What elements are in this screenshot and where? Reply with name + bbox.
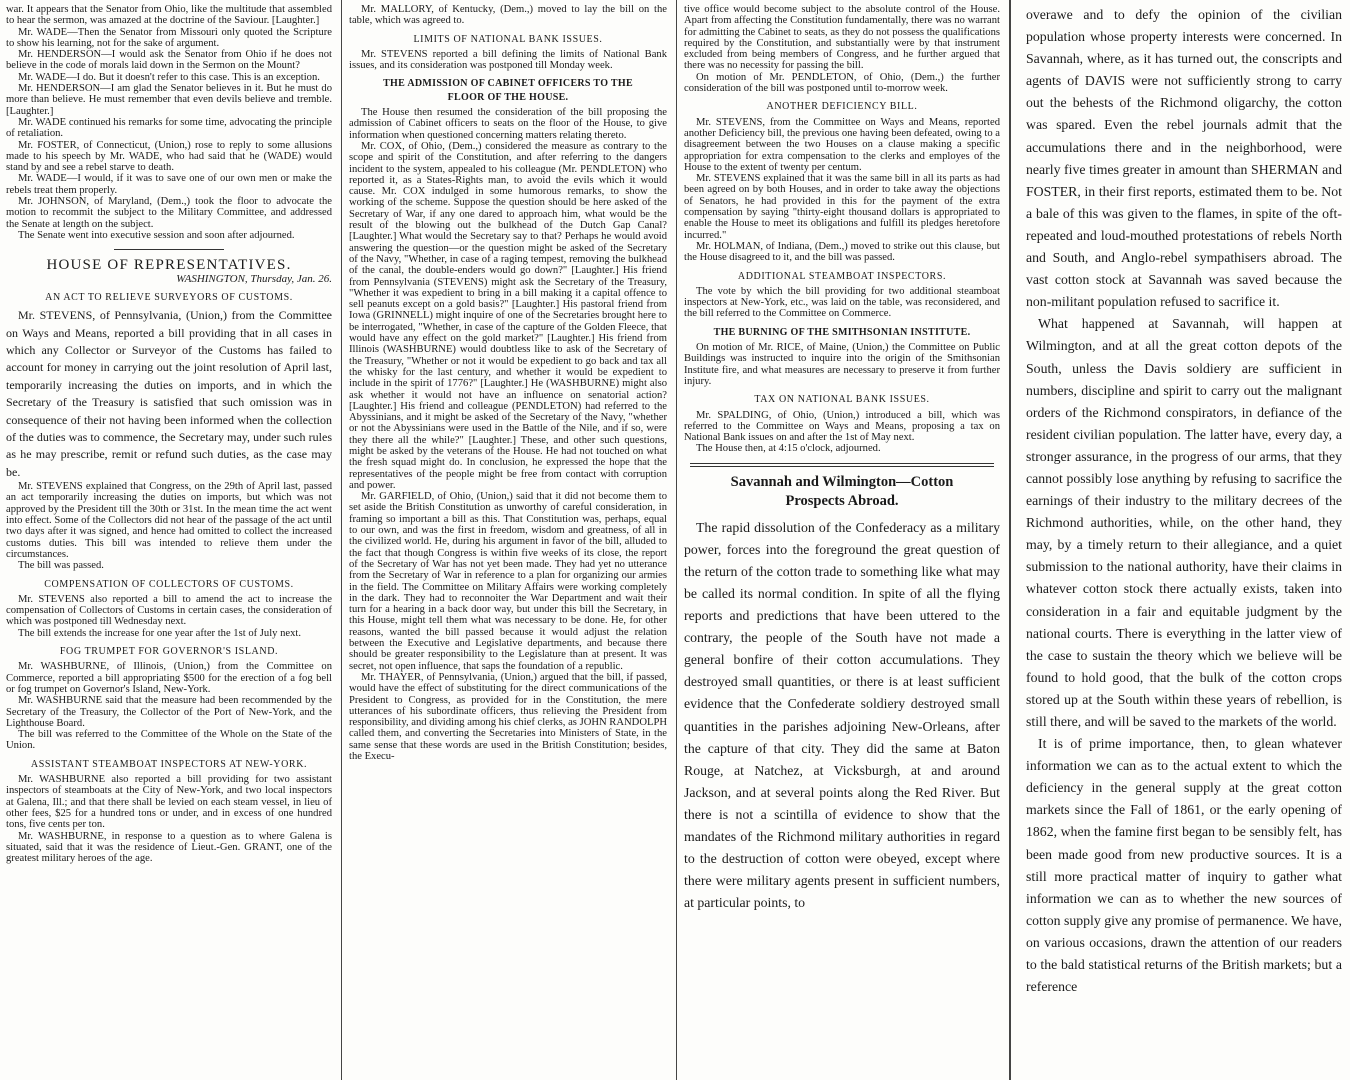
double-rule bbox=[690, 463, 993, 467]
paragraph: Mr. STEVENS also reported a bill to amend the act to increase the compensation of Collectors of Customs in certain cases, the consideration of which was postponed till Wednesday next. bbox=[6, 593, 332, 628]
headline-line-1: Savannah and Wilmington—Cotton bbox=[730, 473, 954, 490]
paragraph: tive office would become subject to the absolute control of the House. Apart from affecting the Constitution fundamentally, there was no warrant for admitting the Cabinet to seats, as they do not possess the qualifications required by the Constitution, and substantially were by that instrument excluded from being members of Congress, and he further argued that there was no necessity for passing the bill. bbox=[684, 4, 1000, 72]
paragraph: Mr. HOLMAN, of Indiana, (Dem.,) moved to strike out this clause, but the House disagreed to it, and the bill was passed. bbox=[684, 240, 1000, 264]
subheading-cabinet: THE ADMISSION OF CABINET OFFICERS TO THE bbox=[383, 78, 633, 90]
paragraph: Mr. WADE—I would, if it was to save one of our own men or make the rebels treat them properly. bbox=[6, 173, 332, 196]
paragraph: On motion of Mr. RICE, of Maine, (Union,) the Committee on Public Buildings was instructed to inquire into the origin of the Smithsonian Institute fire, and what measures are necessary to preserve it from further injury. bbox=[684, 342, 1000, 387]
subheading-smithsonian: THE BURNING OF THE SMITHSONIAN INSTITUTE. bbox=[713, 326, 971, 338]
paragraph: Mr. WASHBURNE, in response to a question as to where Galena is situated, said that it was the residence of Lieut.-Gen. GRANT, one of the greatest military heroes of the age. bbox=[6, 830, 332, 865]
column-2 bbox=[343, 0, 675, 1080]
subheading-cabinet-2: FLOOR OF THE HOUSE. bbox=[447, 91, 569, 103]
subheading-bank-limits: LIMITS OF NATIONAL BANK ISSUES. bbox=[413, 33, 603, 45]
paragraph: The bill was passed. bbox=[18, 560, 104, 572]
subheading-tax: TAX ON NATIONAL BANK ISSUES. bbox=[754, 394, 930, 406]
paragraph: Mr. THAYER, of Pennsylvania, (Union,) argued that the bill, if passed, would have the effect of substituting for the direct communications of the President to Congress, as provided for in the Constitution, the mere utterances of his subordinate officers, thus relieving the President from responsibility, and dividing among his chief clerks, as JOHN RANDOLPH called them, and converting the Secretaries into Ministers of State, in the same sense that these words are used in the British Constitution; besides, the Execu- bbox=[349, 671, 667, 762]
article-paragraph: It is of prime importance, then, to glean whatever information we can as to the actual extent to which the deficiency in the general supply at the great cotton markets since the Fall of 1861, or the early opening of 1862, when the famine first began to be sensibly felt, has been made good from new productive sources. It is a still more practical matter of inquiry to gather what information we can as to whether the new sources of cotton supply give any promise of permanence. We have, on various occasions, drawn the attention of our readers to the bald statistical returns of the British markets; but a reference bbox=[1026, 736, 1342, 995]
paragraph: Mr. SPALDING, of Ohio, (Union,) introduced a bill, which was referred to the Committee on Ways and Means, proposing a tax on National Bank issues on and after the 1st of May next. bbox=[684, 409, 1000, 444]
section-heading-house: HOUSE OF REPRESENTATIVES. bbox=[46, 257, 292, 274]
article-paragraph: The rapid dissolution of the Confederacy as a military power, forces into the foreground the great question of the return of the cotton trade to something like what may be called its normal condition. In spite of all the flying reports and predictions that have been uttered to the contrary, the people of the South have not made a general bonfire of their cotton accumulations. They destroyed small quantities, or there is at least sufficient evidence that the Confederate soldiery destroyed small quantities in the parishes adjoining New-Orleans, after the capture of that city. They did the same at Baton Rouge, at Natchez, at Vicksburgh, at and around Jackson, and at several points along the Red River. But there is not a scintilla of evidence to show that the mandates of the Richmond military authorities in regard to the destruction of cotton were obeyed, except where there were military agents present in sufficient numbers, at particular points, to bbox=[684, 519, 1000, 911]
paragraph: The House then resumed the consideration of the bill proposing the admission of Cabinet officers to seats on the floor of the House, to give information when questioned concerning matters relating thereto. bbox=[349, 107, 667, 141]
subheading-assistant-inspectors: ASSISTANT STEAMBOAT INSPECTORS AT NEW-YORK. bbox=[30, 758, 308, 770]
paragraph: Mr. WASHBURNE said that the measure had been recommended by the Secretary of the Treasury, the Collector of the Port of New-York, and the Lighthouse Board. bbox=[6, 695, 332, 729]
article-headline bbox=[684, 473, 1000, 511]
paragraph: Mr. GARFIELD, of Ohio, (Union,) said that it did not become them to set aside the British Constitution as unworthy of careful consideration, in framing so important a bill as this. That Constitution was, perhaps, equal to our own, and was the first in freedom, wisdom and greatness, of all in the civilized world. He, during his argument in favor of the bill, alluded to the fact that though Congress is within five weeks of its close, the report of the Secretary of War has not yet been made. They had yet no utterance from the Secretary of War in reference to a plan for organizing our armies in the field. The Committee on Military Affairs were working completely in the dark. They had to reconnoiter the War Department and wait their turn for a hearing in a back door way, but under this bill the Secretary, in this House, might tell them what was necessary to be done. He, for other reasons, wanted the bill passed because it would adjust the relation between the Executive and Legislative departments, and because there should be greater responsibility to the Legislature than at present. It was secret, not open influence, that saps the foundation of a republic. bbox=[349, 491, 667, 672]
paragraph: Mr. WADE continued his remarks for some time, advocating the principle of retaliation. bbox=[6, 116, 332, 140]
paragraph: Mr. JOHNSON, of Maryland, (Dem.,) took the floor to advocate the motion to recommit the subject to the Military Committee, and addressed the Senate at length on the subject. bbox=[6, 196, 332, 230]
headline-line-2: Prospects Abroad. bbox=[785, 492, 899, 509]
paragraph: Mr. STEVENS explained that it was the same bill in all its parts as had been agreed on by both Houses, and in order to take away the objections of Senators, he had provided in this for the payment of the extra compensation by saying "thirty-eight thousand dollars is appropriated to enable the House to meet its obligations and fulfill its pledges heretofore incurred." bbox=[684, 173, 1000, 241]
paragraph: Mr. STEVENS reported a bill defining the limits of National Bank issues, and its consideration was postponed till Monday week. bbox=[349, 48, 667, 72]
paragraph: Mr. COX, of Ohio, (Dem.,) considered the measure as contrary to the scope and spirit of the Constitution, and after referring to the dangers incident to the system, appealed to his colleague (Mr. PENDLETON) who reported it, as a States-Rights man, to avoid the evils which it would cause. Mr. COX indulged in some humorous remarks, to show the working of the scheme. Suppose the question should be here asked of the Secretary of War, if any one dared to approach him, what would be the result of the blowing out the bulkhead of the Dutch Gap Canal? [Laughter.] What would the Secretary say to that? Perhaps he would avoid answering the question—or the question might be asked of the Secretary of the Navy, "Whether, in case of a raging tempest, removing the bulkhead of the canal, the double-enders would go down?" [Laughter.] His friend from Pennsylvania (STEVENS) might ask the Secretary of the Treasury, "Whether it was expedient to bring in a bill making it a capital offence to sell peanuts except on a gold basis?" [Laughter.] His pastoral friend from Iowa (GRINNELL) might inquire of one of the Secretaries brought here to be interrogated, "Whether, in case of the capture of the Golden Fleece, that would have any effect on the gold market?" [Laughter.] His friend from Illinois (WASHBURNE) would doubtless like to ask of the Secretary of the Treasury, "Whether or not it would be expedient to go back and tax all the whisky for the last century, and whether it would be expedient to include in the spirit of 1776?" [Laughter.] He (WASHBURNE) might also ask whether it would not have an influence on senatorial action? [Laughter.] His friend and colleague (PENDLETON) had referred to the Abyssinians, and it might be asked of the Secretary of the Navy, "whether or not the Abyssinians were used in the Battle of the Nile, and if so, were they there all the while?" [Laughter.] These, and other such questions, might be asked by the veterans of the House. He had not touched on what the fresh squad might do. In conclusion, he expressed the hope that the representatives of the people might be free from contact with corruption and power. bbox=[349, 140, 667, 491]
paragraph: The vote by which the bill providing for two additional steamboat inspectors at New-York, etc., was laid on the table, was reconsidered, and the bill referred to the Committee on Commerce. bbox=[684, 285, 1000, 320]
subheading-surveyors: AN ACT TO RELIEVE SURVEYORS OF CUSTOMS. bbox=[45, 291, 293, 303]
subheading-steamboat: ADDITIONAL STEAMBOAT INSPECTORS. bbox=[737, 270, 947, 282]
paragraph: On motion of Mr. PENDLETON, of Ohio, (Dem.,) the further consideration of the bill was postponed until to-morrow week. bbox=[684, 71, 1000, 95]
paragraph: Mr. FOSTER, of Connecticut, (Union,) rose to reply to some allusions made to his speech by Mr. WADE, who had said that he (WADE) would stand by and see a rebel starve to death. bbox=[6, 139, 332, 174]
article-paragraph: What happened at Savannah, will happen at Wilmington, and at all the great cotton depots of the South, unless the Davis soldiery are sufficient in numbers, discipline and spirit to carry out the malignant orders of the Richmond conspirators, in defiance of the resident civilian population. The latter have, every day, a stronger assurance, in the progress of our arms, that they cannot possibly lose anything by refusing to sacrifice the earnings of their industry to the military decrees of the Richmond authorities, while, on the other hand, they may, by a timely return to their allegiance, and a quiet submission to the national authority, have their claims in whatever cotton stock there actually exists, taken into consideration in a fair and equitable judgment by the national courts. There is everything in the latter view of the case to sustain the theory which we believe will be found to hold good, that the bulk of the cotton crops stored up at the South within these years of rebellion, is still there, and will be saved to the markets of the world. bbox=[1026, 316, 1342, 729]
paragraph: war. It appears that the Senator from Ohio, like the multitude that assembled to hear the sermon, was amazed at the doctrine of the Saviour. [Laughter.] bbox=[6, 4, 332, 27]
column-4 bbox=[1012, 0, 1350, 1080]
paragraph: Mr. HENDERSON—I would ask the Senator from Ohio if he does not believe in the code of morals laid down in the Sermon on the Mount? bbox=[6, 49, 332, 72]
paragraph: Mr. WASHBURNE also reported a bill providing for two assistant inspectors of steamboats at the City of New-York, and two local inspectors at Galena, Ill.; and that there shall be levied on each steam vessel, in lieu of other fees, $25 for a hundred tons or under, and in excess of one hundred tons, five cents per ton. bbox=[6, 774, 332, 831]
column-rule bbox=[1009, 0, 1011, 1080]
dateline: WASHINGTON, Thursday, Jan. 26. bbox=[176, 272, 332, 285]
paragraph: Mr. HENDERSON—I am glad the Senator believes in it. But he must do more than believe. He must remember that even devils believe and tremble. [Laughter.] bbox=[6, 83, 332, 117]
column-1 bbox=[0, 0, 340, 1080]
paragraph-large: Mr. STEVENS, of Pennsylvania, (Union,) from the Committee on Ways and Means, reported a bill providing that in all cases in which any Collector or Surveyor of the Customs has failed to account for money in carrying out the joint resolution of April last, temporarily increasing the duties on imports, and in which the Secretary of the Treasury is satisfied that such omission was in consequence of their not having been informed when the collection of the duties was to commence, the Secretary may, under such rules as he may prescribe, remit or refund such duties, as the case may be. bbox=[6, 308, 332, 479]
column-rule bbox=[676, 0, 677, 1080]
divider bbox=[114, 249, 225, 250]
column-rule bbox=[341, 0, 342, 1080]
paragraph: Mr. WADE—Then the Senator from Missouri only quoted the Scripture to show his learning, not for the sake of argument. bbox=[6, 26, 332, 49]
paragraph: Mr. STEVENS explained that Congress, on the 29th of April last, passed an act temporarily increasing the duties on imports, but which was not approved by the President till the 30th or 31st. In the mean time the act went into effect. Some of the Collectors did not hear of the passage of the act until two days after it was signed, and hence had omitted to collect the increased customs duties. This bill was intended to relieve them under the circumstances. bbox=[6, 481, 332, 560]
article-paragraph: overawe and to defy the opinion of the civilian population whose property interests were concerned. In Savannah, where, as it has turned out, the conscripts and agents of DAVIS were not sufficiently strong to carry out the behests of the Richmond oligarchy, the cotton was spared. Even the rebel journals admit that the accumulations there and in the neighborhood, were nearly five times greater in amount than SHERMAN and FOSTER, in their first reports, estimated them to be. Not a bale of this was given to the flames, in spite of the oft-repeated and loud-mouthed protestations of rebels North and South, and Anglo-rebel sympathisers abroad. The vast cotton stock at Savannah was saved because the non-militant population refused to sacrifice it. bbox=[1026, 7, 1342, 310]
subheading-deficiency: ANOTHER DEFICIENCY BILL. bbox=[766, 101, 918, 113]
paragraph: Mr. WADE—I do. But it doesn't refer to this case. This is an exception. bbox=[18, 71, 320, 83]
subheading-compensation: COMPENSATION OF COLLECTORS OF CUSTOMS. bbox=[44, 578, 294, 590]
paragraph: Mr. WASHBURNE, of Illinois, (Union,) from the Committee on Commerce, reported a bill appropriating $500 for the erection of a fog bell or fog trumpet on Governor's Island, New-York. bbox=[6, 661, 332, 695]
paragraph: The Senate went into executive session and soon after adjourned. bbox=[18, 229, 295, 241]
paragraph: The bill extends the increase for one year after the 1st of July next. bbox=[18, 627, 301, 639]
paragraph: The House then, at 4:15 o'clock, adjourned. bbox=[696, 443, 881, 455]
column-3 bbox=[678, 0, 1008, 1080]
paragraph: The bill was referred to the Committee of the Whole on the State of the Union. bbox=[6, 729, 332, 752]
paragraph: Mr. MALLORY, of Kentucky, (Dem.,) moved to lay the bill on the table, which was agreed to. bbox=[349, 4, 667, 27]
paragraph: Mr. STEVENS, from the Committee on Ways and Means, reported another Deficiency bill, the previous one having been defeated, owing to a disagreement between the two Houses on a clause making a specific appropriation for extra compensation to the clerks and employes of the House to the extent of twenty per centum. bbox=[684, 116, 1000, 173]
subheading-fog-trumpet: FOG TRUMPET FOR GOVERNOR'S ISLAND. bbox=[59, 646, 279, 658]
